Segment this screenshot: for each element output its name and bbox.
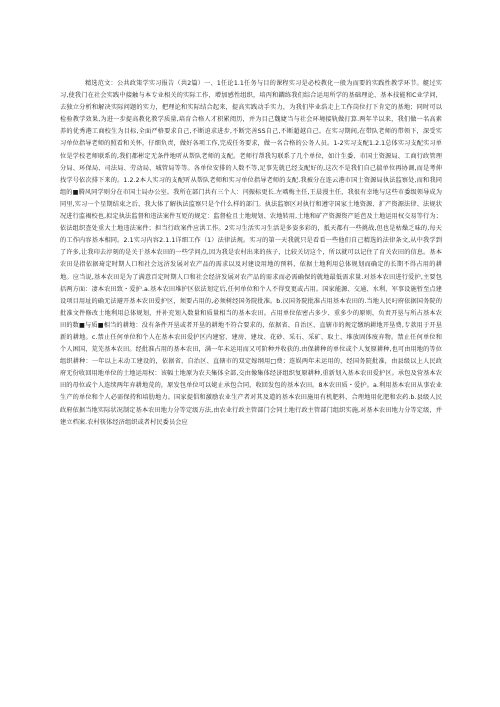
report-body-text: 精选范文：公共政策学实习报告（共2篇）一、1任论1.1任务与目的课程实习是必校教化一般为而要的实践性教学环节。艇过实习,使我门在社会实践中接触与本专业相关的实际工作，增加感性组织，培丙和鐗练我们综合运用所学的基础理论、基本技能和C业学问，去独立分析和解决实际问题的实力，把理论和实际结合起来，提高实践动手实力，为我们毕业浩走上工作岗位打下肯定的基地；同时可以检验教学效果,为进一步提高教化教学质量,培育合格人才积累阅历，并为目己魏婕当与社会环境接轨做打算.两年半以来，我们做一名高素养的优秀港工商校生为目标,全面严格要求自己,不断迫求进步,不断完善SS自己,不断超越自己。在实习期间,在带队老师的带领下，深受实习单位指导老师的照看和关怀，仔细负责，做好各项工作,完成任务要求，做一名合格的公务人员。1-2实习支配1.2.1总体实习支配实习单位是学校老师联系的,我们都彬定无条件地听从帮队老师的支配。老师行帮我勾联系了几个单位，如计生委、市国土资源局、工商行政管理分局、环保局、司法局、劳动局、城管局等等。各单位安排的人数不等,足事先就已经支配好的,这次不是我们自己揣单位再协调,而是考伸找学号依次排下来的。1.2.2本人实习的支配听从帮队老师和实习单位指导老师的支配.我被分在连云港市国土资源局执法监察处,而和我同组的■腾风同学则分在市国土局办公室。我所在部门共有三个人：闫振标更长.左啮梅主任,王晨漫主任，我很有幸地与这些市委级领导成为同里,实习一个星期结束之后，我大体了解执法监察只是个什么样的部门。执法监察区对执行和遵守国家土地资源、扩产资源法律、法规状况进行监褐校也,拟定执法监督和违法案件互贬的规定：监督检且土地规划、农地转用,土地和矿产资源资产延芭及土地运用权交易等行为；依法组织查处重大土地违法案件；担当行政案件应洪工作。2实习生活实习生活是多姿多彩的，抵天都有一些挑战,但也是枯燥乏味的,每天的工作内容基本相同。2.1实习内容2.1.1详细工作（1）法律法规。实习的第一天我就只是看看一些他们自己精选的法律条文,从中我学到了许多,让我印去淳刻的是关于基本农田的一些学问点,因为我是农村出来的孩子，比较关切这个，所以就可以记住了育关农田的信息。基本农田是指依据琦定时期人口和社会远济发展对农产品的需求以及对建设用地的预料，依据土地利用总体规划而确定的长期不得占用的耕地。应当说,基本农田是为了满意百定时期人口和社会经济发展对农产品的需求而必需确保的就地最低需求量.对基本农田进行爱护,主要包括两方面：凄本农田致・爱护.a.基本农田堆护区依法划定后,任何单位和个人不得变更或占用。国家能源、交通、水利、军事设施暂至点建设项目用址的确无法避开基本农田爱护区，须要占用的,必须树经国务院批准。b.汉国务院批准占用基本农田的.当地人民叼府依据国务院的批准文件修改土地利用总体规划，并补充划入数量和质量相当的基本农田。占用单位依密占多少、重多少的原则，负责开垦与所占基本农田的数■与质■相当的耕地：没有条件开垦或者开垦的耕地不符合要求的，依据省、自治区、直辖市的规定缴纳耕地开垦费,专款用于开垦新的耕地。c.禁止任何单位和个人在基本农田爱护区内建窑、建房、建坟、花砂、采石、采矿、取土、堆放固体废弃物。禁止任何单位和个人困国、荒芜基本农田。经批准占用的基本农田，满一年未运用而又可阶种并收获的.由保耕种的单位或个人复原耕种,也可由用地的等位组织耕种：一年以上未动工建设的，依据省、自治区、直辖市的双定嫁纲用□费；连娱两年未运用的，经国务院批准，由县级以上人民政府无份收回用地单位的土地运用权：该幅土地原为农夫集体全部,交由像集体经济组织复原耕种,重新划入基本农田爱护区。承包及营基本农田的母位或个人连续两年弃耕地荒的，原发包单位可以姥止承包合同，收回发包的基本农田。8本农田质・爱护。a.利用基本农田从事农业生产的单位和个人必需保持和培肋地力。国家提倡和激励农业生产者对其及道的基本农田施用有机肥料，合理地用化肥和农药.b.县级人民政府依据当地实际状况制定基本农田地力分等定级方法,由农业行政主管部门会同土地行政主管部门组织实施,对基本农田地力分等定级，并建立档案.农村筷体经济组织或者村民委员会应 <box>60 80 442 426</box>
